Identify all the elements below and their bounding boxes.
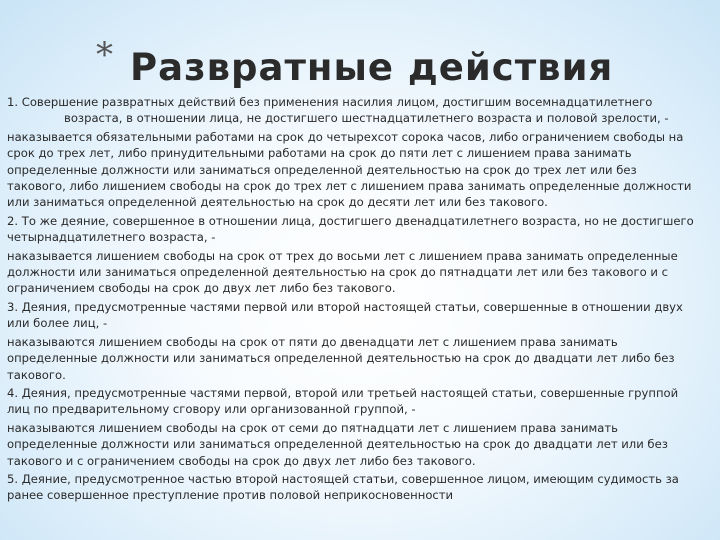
paragraph-4: наказывается лишением свободы на срок от трех до восьми лет с лишением права занимать определенные должности или заниматься определенной деятельностью на срок до пятнадцати лет или без такового и с ограничением свободы на срок до двух лет либо без такового. (7, 248, 678, 296)
paragraph-1-first-line: 1. Совершение развратных действий без применения насилия лицом, достигшим восемнадцатилетнего (7, 95, 653, 109)
paragraph-1-continuation: возраста, в отношении лица, не достигшего шестнадцатилетнего возраста и половой зрелости, - (64, 111, 669, 126)
paragraph-9: 5. Деяние, предусмотренное частью второй настоящей статьи, совершенное лицом, имеющим судимость за ранее совершенное преступление против половой неприкосновенности (7, 471, 679, 503)
paragraph-8: наказываются лишением свободы на срок от семи до пятнадцати лет с лишением права занимать определенные должности или заниматься определенной деятельностью на срок до двадцати лет или без такового и с ограничением свободы на срок до двух лет либо без такового. (7, 420, 668, 468)
paragraph-7: 4. Деяния, предусмотренные частями первой, второй или третьей настоящей статьи, совершенные группой лиц по предварительному сговору или организованной группой, - (7, 385, 679, 417)
asterisk-bullet-icon: * (96, 35, 113, 75)
paragraph-6: наказываются лишением свободы на срок от пяти до двенадцати лет с лишением права занимать определенные должности или заниматься определенной деятельностью на срок до двадцати лет либо без такового. (7, 334, 675, 382)
paragraph-1 (7, 94, 697, 127)
paragraph-5: 3. Деяния, предусмотренные частями первой или второй настоящей статьи, совершенные в отношении двух или более лиц, - (7, 299, 683, 331)
paragraph-2: наказывается обязательными работами на срок до четырехсот сорока часов, либо ограничением свободы на срок до трех лет, либо принудительными работами на срок до пяти лет с лишением права занимать определенные должности или заниматься определенной деятельностью на срок до трех лет или без такового, либо лишением свободы на срок до трех лет с лишением права занимать определенные должности или заниматься определенной деятельностью на срок до десяти лет или без такового. (7, 129, 692, 210)
article-text (7, 94, 697, 506)
slide-title: Развратные действия (130, 46, 614, 89)
paragraph-3: 2. То же деяние, совершенное в отношении лица, достигшего двенадцатилетнего возраста, но не достигшего четырнадцатилетнего возраста, - (7, 213, 694, 245)
title-area (96, 35, 696, 96)
